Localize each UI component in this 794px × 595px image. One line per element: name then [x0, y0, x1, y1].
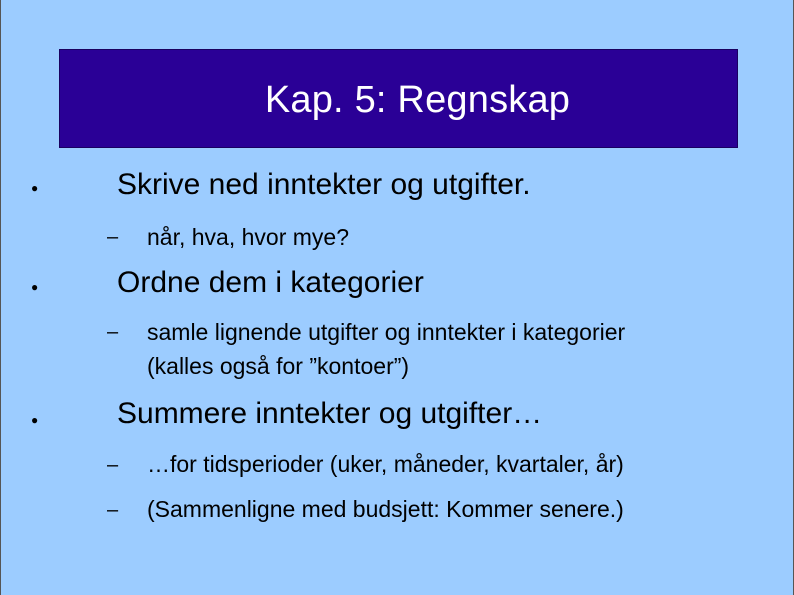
bullet-icon: ●	[31, 280, 39, 294]
dash-icon: –	[107, 454, 119, 476]
bullet-icon: ●	[31, 413, 39, 427]
subitem-2-1: samle lignende utgifter og inntekter i kategorier	[147, 319, 626, 345]
bullet-item-2: Ordne dem i kategorier	[117, 266, 424, 299]
dash-icon: –	[107, 226, 119, 248]
bullet-item-3: Summere inntekter og utgifter…	[117, 397, 543, 430]
bullet-icon: ●	[31, 181, 39, 195]
subitem-1-1: når, hva, hvor mye?	[147, 224, 349, 250]
bullet-item-1: Skrive ned inntekter og utgifter.	[117, 168, 531, 201]
dash-icon: –	[107, 499, 119, 521]
title-box	[59, 49, 738, 148]
slide-title: Kap. 5: Regnskap	[264, 79, 571, 121]
subitem-3-1: …for tidsperioder (uker, måneder, kvartaler, år)	[147, 451, 624, 477]
subitem-2-2: (kalles også for ”kontoer”)	[147, 353, 410, 379]
dash-icon: –	[107, 321, 119, 343]
subitem-3-2: (Sammenligne med budsjett: Kommer senere.)	[147, 496, 624, 522]
